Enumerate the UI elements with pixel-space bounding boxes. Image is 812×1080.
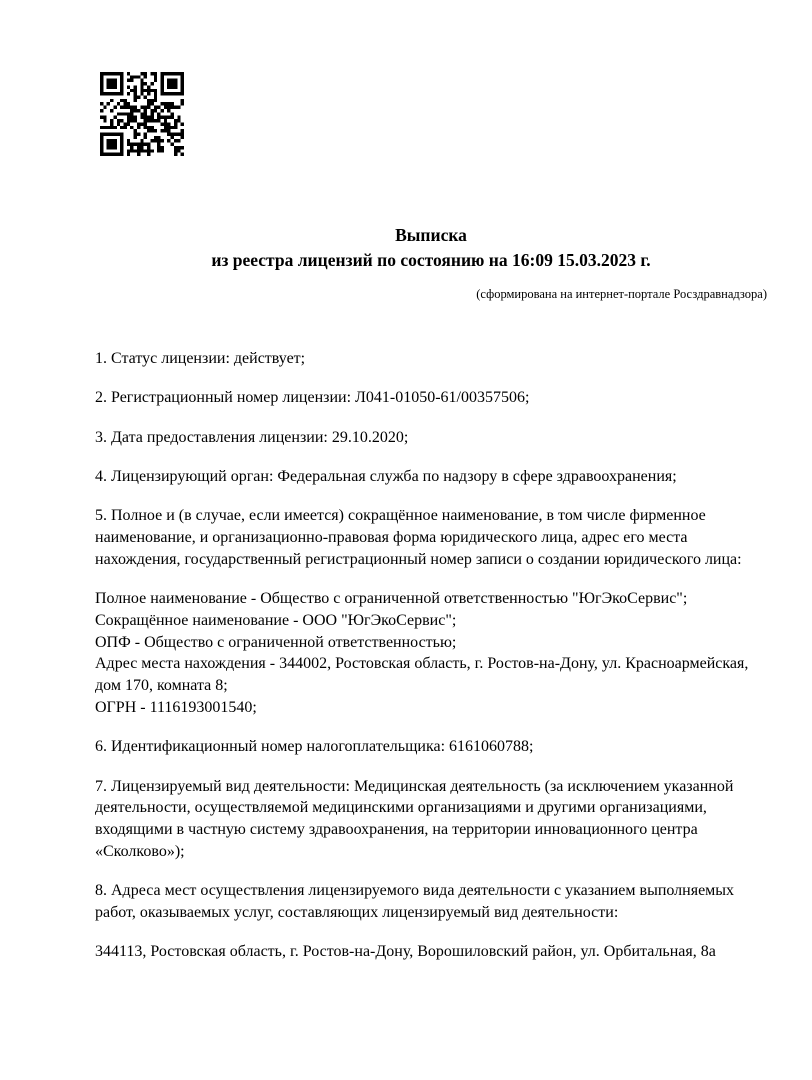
company-short-name-line: Сокращённое наименование - ООО "ЮгЭкоСервис"; — [95, 611, 457, 629]
license-status-item: 1. Статус лицензии: действует; — [95, 350, 306, 367]
org-name-section-heading: 5. Полное и (в случае, если имеется) сокращённое наименование, в том числе фирменное наименование, и организационно-правовая форма юридического лица, адрес его места нахождения, государственный регистрационный номер записи о создании юридического лица: — [95, 507, 742, 568]
document-title-line1: Выписка — [395, 225, 467, 245]
grant-date-item: 3. Дата предоставления лицензии: 29.10.2020; — [95, 428, 409, 446]
company-legal-form-line: ОПФ - Общество с ограниченной ответственностью; — [95, 633, 457, 651]
company-ogrn-line: ОГРН - 1116193001540; — [95, 699, 257, 717]
qr-code-icon — [100, 72, 184, 156]
licensed-activity-item: 7. Лицензируемый вид деятельности: Медицинская деятельность (за исключением указанной деятельности, осуществляемой медицинскими организациями и другими организациями, входящими в частную систему здравоохранения, на территории инновационного центра «Сколково»); — [95, 777, 734, 861]
company-address-line: Адрес места нахождения - 344002, Ростовская область, г. Ростов-на-Дону, ул. Красноармейская, дом 170, комната 8; — [95, 655, 749, 695]
activity-address-line: 344113, Ростовская область, г. Ростов-на-Дону, Ворошиловский район, ул. Орбитальная, 8а — [95, 943, 716, 961]
licensing-authority-item: 4. Лицензирующий орган: Федеральная служба по надзору в сфере здравоохранения; — [95, 467, 677, 485]
company-details-block — [95, 588, 767, 719]
document-subtitle: (сформирована на интернет-портале Росздравнадзора) — [476, 287, 767, 301]
document-content — [0, 223, 812, 963]
registration-number-item: 2. Регистрационный номер лицензии: Л041-01050-61/00357506; — [95, 389, 530, 407]
document-title-line2: из реестра лицензий по состоянию на 16:09 15.03.2023 г. — [211, 250, 651, 270]
document-body — [95, 348, 767, 963]
qr-code-pattern — [100, 72, 184, 156]
document-title — [95, 223, 767, 273]
taxpayer-id-item: 6. Идентификационный номер налогоплательщика: 6161060788; — [95, 738, 534, 756]
activity-addresses-heading: 8. Адреса мест осуществления лицензируемого вида деятельности с указанием выполняемых работ, оказываемых услуг, составляющих лицензируемый вид деятельности: — [95, 882, 735, 922]
company-full-name-line: Полное наименование - Общество с ограниченной ответственностью "ЮгЭкоСервис"; — [95, 590, 688, 608]
